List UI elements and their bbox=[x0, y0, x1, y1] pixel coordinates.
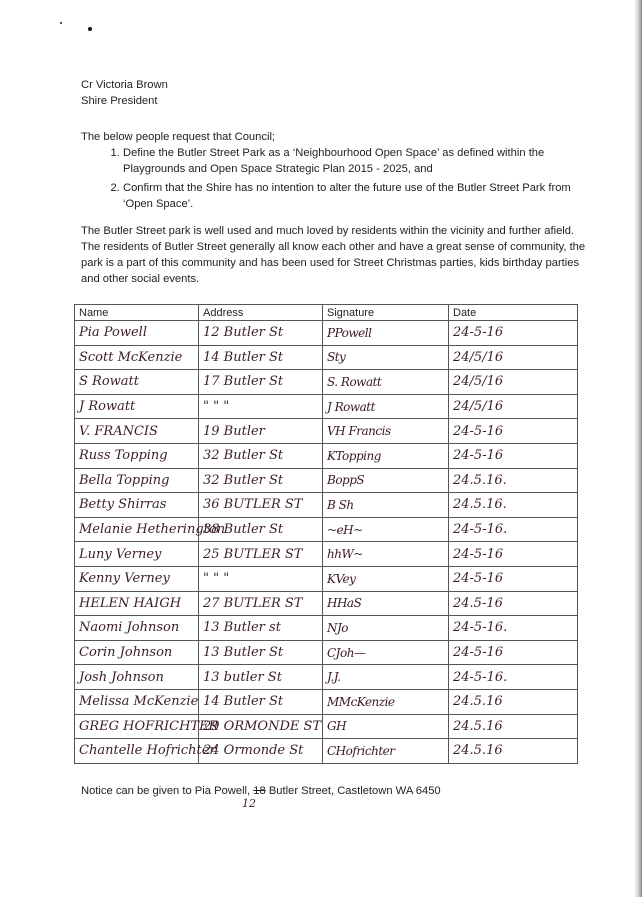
cell-name: HELEN HAIGH bbox=[75, 591, 199, 616]
cell-date: 24/5/16 bbox=[449, 370, 578, 395]
table-row bbox=[75, 714, 578, 739]
intro-text: The below people request that Council; bbox=[81, 131, 276, 143]
cell-address: 32 Butler St bbox=[199, 443, 323, 468]
notice-suffix: Butler Street, Castletown WA 6450 bbox=[265, 785, 441, 797]
table-row bbox=[75, 443, 578, 468]
cell-name: Josh Johnson bbox=[75, 665, 199, 690]
scan-edge-shadow bbox=[634, 0, 642, 897]
cell-name: Kenny Verney bbox=[75, 566, 199, 591]
cell-name: Luny Verney bbox=[75, 542, 199, 567]
recipient-title: Shire President bbox=[81, 95, 158, 107]
cell-signature: HHaS bbox=[323, 591, 449, 616]
request-item: 2. Confirm that the Shire has no intention to alter the future use of the Butler Street Park from ‘Open Space’. bbox=[123, 180, 593, 212]
table-row bbox=[75, 493, 578, 518]
cell-signature: GH bbox=[323, 714, 449, 739]
cell-signature: S. Rowatt bbox=[323, 370, 449, 395]
header-address: Address bbox=[199, 305, 323, 321]
cell-date: 24-5-16. bbox=[449, 665, 578, 690]
petition-table bbox=[74, 304, 578, 764]
cell-name: Russ Topping bbox=[75, 443, 199, 468]
table-row bbox=[75, 370, 578, 395]
table-row bbox=[75, 321, 578, 346]
cell-name: Pia Powell bbox=[75, 321, 199, 346]
cell-date: 24.5.16 bbox=[449, 714, 578, 739]
cell-date: 24.5-16 bbox=[449, 591, 578, 616]
cell-signature: CHofrichter bbox=[323, 739, 449, 764]
cell-name: Bella Topping bbox=[75, 468, 199, 493]
notice-text bbox=[81, 783, 441, 799]
cell-name: Naomi Johnson bbox=[75, 616, 199, 641]
cell-address: " " " bbox=[199, 566, 323, 591]
cell-date: 24.5.16. bbox=[449, 493, 578, 518]
table-row bbox=[75, 517, 578, 542]
cell-signature: ~eH~ bbox=[323, 517, 449, 542]
cell-name: Chantelle Hofrichter bbox=[75, 739, 199, 764]
cell-signature: KVey bbox=[323, 566, 449, 591]
body-paragraph: The Butler Street park is well used and much loved by residents within the vicinity and further afield. The residents of Butler Street generally all know each other and have a great sense of community, the park is a part of this community and has been used for Street Christmas parties, kids birthday parties and other social events. bbox=[81, 225, 586, 285]
scan-speck bbox=[60, 22, 62, 24]
cell-date: 24-5-16 bbox=[449, 542, 578, 567]
cell-date: 24.5.16. bbox=[449, 468, 578, 493]
table-row bbox=[75, 640, 578, 665]
cell-name: GREG HOFRICHTER bbox=[75, 714, 199, 739]
cell-name: V. FRANCIS bbox=[75, 419, 199, 444]
cell-date: 24-5-16 bbox=[449, 640, 578, 665]
cell-address: " " " bbox=[199, 394, 323, 419]
cell-signature: hhW~ bbox=[323, 542, 449, 567]
cell-name: Betty Shirras bbox=[75, 493, 199, 518]
cell-address: 13 Butler st bbox=[199, 616, 323, 641]
cell-address: 19 Butler bbox=[199, 419, 323, 444]
cell-date: 24.5.16 bbox=[449, 739, 578, 764]
header-signature: Signature bbox=[323, 305, 449, 321]
cell-address: 36 BUTLER ST bbox=[199, 493, 323, 518]
cell-date: 24.5.16 bbox=[449, 689, 578, 714]
cell-name: S Rowatt bbox=[75, 370, 199, 395]
recipient-name: Cr Victoria Brown bbox=[81, 79, 168, 91]
cell-date: 24/5/16 bbox=[449, 345, 578, 370]
cell-address: 32 Butler St bbox=[199, 468, 323, 493]
table-row bbox=[75, 542, 578, 567]
cell-address: 25 BUTLER ST bbox=[199, 542, 323, 567]
cell-address: 13 butler St bbox=[199, 665, 323, 690]
cell-signature: B Sh bbox=[323, 493, 449, 518]
table-row bbox=[75, 566, 578, 591]
cell-signature: CJoh— bbox=[323, 640, 449, 665]
request-list bbox=[101, 145, 593, 215]
table-row bbox=[75, 419, 578, 444]
cell-date: 24-5-16 bbox=[449, 321, 578, 346]
table-row bbox=[75, 394, 578, 419]
table-row bbox=[75, 345, 578, 370]
cell-signature: KTopping bbox=[323, 443, 449, 468]
cell-date: 24-5-16. bbox=[449, 517, 578, 542]
cell-address: 14 Butler St bbox=[199, 689, 323, 714]
header-name: Name bbox=[75, 305, 199, 321]
cell-name: Melissa McKenzie bbox=[75, 689, 199, 714]
cell-date: 24-5-16 bbox=[449, 419, 578, 444]
recipient-block bbox=[81, 77, 168, 109]
table-row bbox=[75, 468, 578, 493]
cell-address: 24 Ormonde St bbox=[199, 739, 323, 764]
cell-address: 14 Butler St bbox=[199, 345, 323, 370]
cell-signature: PPowell bbox=[323, 321, 449, 346]
table-row bbox=[75, 739, 578, 764]
cell-address: 17 Butler St bbox=[199, 370, 323, 395]
handwritten-correction: 12 bbox=[242, 797, 256, 810]
cell-date: 24/5/16 bbox=[449, 394, 578, 419]
table-row bbox=[75, 616, 578, 641]
struck-house-number: 18 bbox=[253, 785, 266, 797]
cell-address: 13 Butler St bbox=[199, 640, 323, 665]
cell-signature: J Rowatt bbox=[323, 394, 449, 419]
cell-address: 38 Butler St bbox=[199, 517, 323, 542]
cell-signature: Sty bbox=[323, 345, 449, 370]
header-date: Date bbox=[449, 305, 578, 321]
table-row bbox=[75, 689, 578, 714]
cell-name: Corin Johnson bbox=[75, 640, 199, 665]
cell-signature: MMcKenzie bbox=[323, 689, 449, 714]
cell-name: Melanie Hetherington bbox=[75, 517, 199, 542]
notice-prefix: Notice can be given to Pia Powell, bbox=[81, 785, 254, 797]
request-item: 1. Define the Butler Street Park as a ‘Neighbourhood Open Space’ as defined within the Playgrounds and Open Space Strategic Plan 2015 - 2025, and bbox=[123, 145, 593, 177]
scan-speck bbox=[88, 27, 92, 31]
cell-signature: BoppS bbox=[323, 468, 449, 493]
cell-signature: J.J. bbox=[323, 665, 449, 690]
table-row bbox=[75, 665, 578, 690]
cell-signature: VH Francis bbox=[323, 419, 449, 444]
cell-address: 12 Butler St bbox=[199, 321, 323, 346]
cell-name: Scott McKenzie bbox=[75, 345, 199, 370]
cell-date: 24-5-16 bbox=[449, 566, 578, 591]
cell-address: 29 ORMONDE ST bbox=[199, 714, 323, 739]
cell-name: J Rowatt bbox=[75, 394, 199, 419]
cell-date: 24-5-16. bbox=[449, 616, 578, 641]
cell-address: 27 BUTLER ST bbox=[199, 591, 323, 616]
table-header-row bbox=[75, 305, 578, 321]
cell-signature: NJo bbox=[323, 616, 449, 641]
table-row bbox=[75, 591, 578, 616]
cell-date: 24-5-16 bbox=[449, 443, 578, 468]
